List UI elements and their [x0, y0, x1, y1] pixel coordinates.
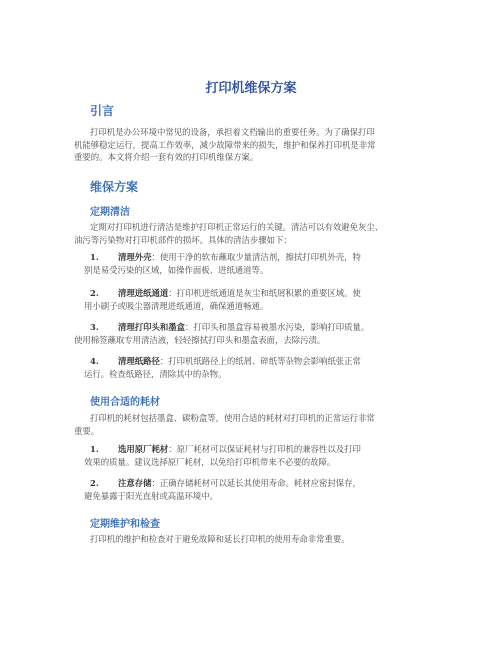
list-term: 注意存储 [118, 478, 152, 488]
list-number: 4. [90, 356, 99, 366]
list-term: 清理纸路径 [118, 356, 160, 366]
list-text: ：打印头和墨盒容易被墨水污染，影响打印质量。 [185, 322, 370, 332]
intro-heading: 引言 [90, 104, 115, 118]
list-text-cont: 别是易受污染的区域，如操作面板、进纸通道等。 [84, 264, 269, 275]
cleaning-item-3 [74, 321, 370, 346]
inspection-paragraph [90, 533, 350, 546]
supplies-line-2: 重要。 [74, 425, 100, 436]
supplies-item-2 [84, 477, 361, 502]
list-text: ：原厂耗材可以保证耗材与打印机的兼容性以及打印 [168, 444, 361, 454]
intro-line-3: 重要的。本文将介绍一套有效的打印机维保方案。 [74, 152, 259, 163]
list-text-cont: 避免暴露于阳光直射或高温环境中。 [84, 490, 218, 501]
supplies-paragraph [74, 412, 375, 437]
cleaning-paragraph [74, 221, 384, 246]
inspection-heading: 定期维护和检查 [90, 519, 160, 530]
list-text: ：正确存储耗材可以延长其使用寿命。耗材应密封保存， [151, 478, 361, 488]
cleaning-item-1 [84, 251, 361, 276]
list-term: 清理进纸通道 [118, 288, 169, 298]
inspection-line-1: 打印机的维护和检查对于避免故障和延长打印机的使用寿命非常重要。 [90, 534, 350, 544]
list-number: 2. [90, 478, 99, 488]
list-number: 1. [90, 444, 99, 454]
list-number: 2. [90, 288, 99, 298]
list-text: ：使用干净的软布蘸取少量清洁剂，擦拭打印机外壳，特 [151, 252, 361, 262]
list-term: 清理打印头和墨盒 [118, 322, 185, 332]
cleaning-line-1: 定期对打印机进行清洁是维护打印机正常运行的关键。清洁可以有效避免灰尘、 [90, 222, 384, 232]
list-number: 3. [90, 322, 99, 332]
supplies-heading: 使用合适的耗材 [90, 397, 160, 408]
document-title: 打印机维保方案 [205, 81, 297, 96]
plan-heading: 维保方案 [90, 180, 139, 194]
list-text-cont: 运行。检查纸路径，清除其中的杂物。 [84, 368, 227, 379]
intro-paragraph [74, 126, 376, 164]
list-term: 清理外壳 [118, 252, 152, 262]
list-text-cont: 使用棉签蘸取专用清洁液，轻轻擦拭打印头和墨盒表面，去除污渍。 [74, 334, 326, 345]
cleaning-item-2 [84, 287, 361, 312]
cleaning-heading: 定期清洁 [90, 207, 130, 218]
supplies-item-1 [84, 443, 361, 468]
intro-line-1: 打印机是办公环境中常见的设备，承担着文档输出的重要任务。为了确保打印 [90, 127, 375, 137]
intro-line-2: 机能够稳定运行，提高工作效率，减少故障带来的损失，维护和保养打印机是非常 [74, 139, 376, 150]
cleaning-item-4 [84, 355, 361, 380]
list-number: 1. [90, 252, 99, 262]
list-text-cont: 效果的质量。建议选择原厂耗材，以免给打印机带来不必要的故障。 [84, 456, 336, 467]
list-text: ：打印机进纸通道是灰尘和纸屑积累的重要区域。使 [168, 288, 361, 298]
list-text: ：打印机纸路径上的纸屑、碎纸等杂物会影响纸张正常 [159, 356, 361, 366]
list-term: 选用原厂耗材 [118, 444, 169, 454]
supplies-line-1: 打印机的耗材包括墨盒、碳粉盒等，使用合适的耗材对打印机的正常运行非常 [90, 413, 375, 423]
list-text-cont: 用小刷子或吸尘器清理进纸通道，确保通道畅通。 [84, 300, 269, 311]
cleaning-line-2: 油污等污染物对打印机部件的损坏。具体的清洁步骤如下： [74, 234, 292, 245]
